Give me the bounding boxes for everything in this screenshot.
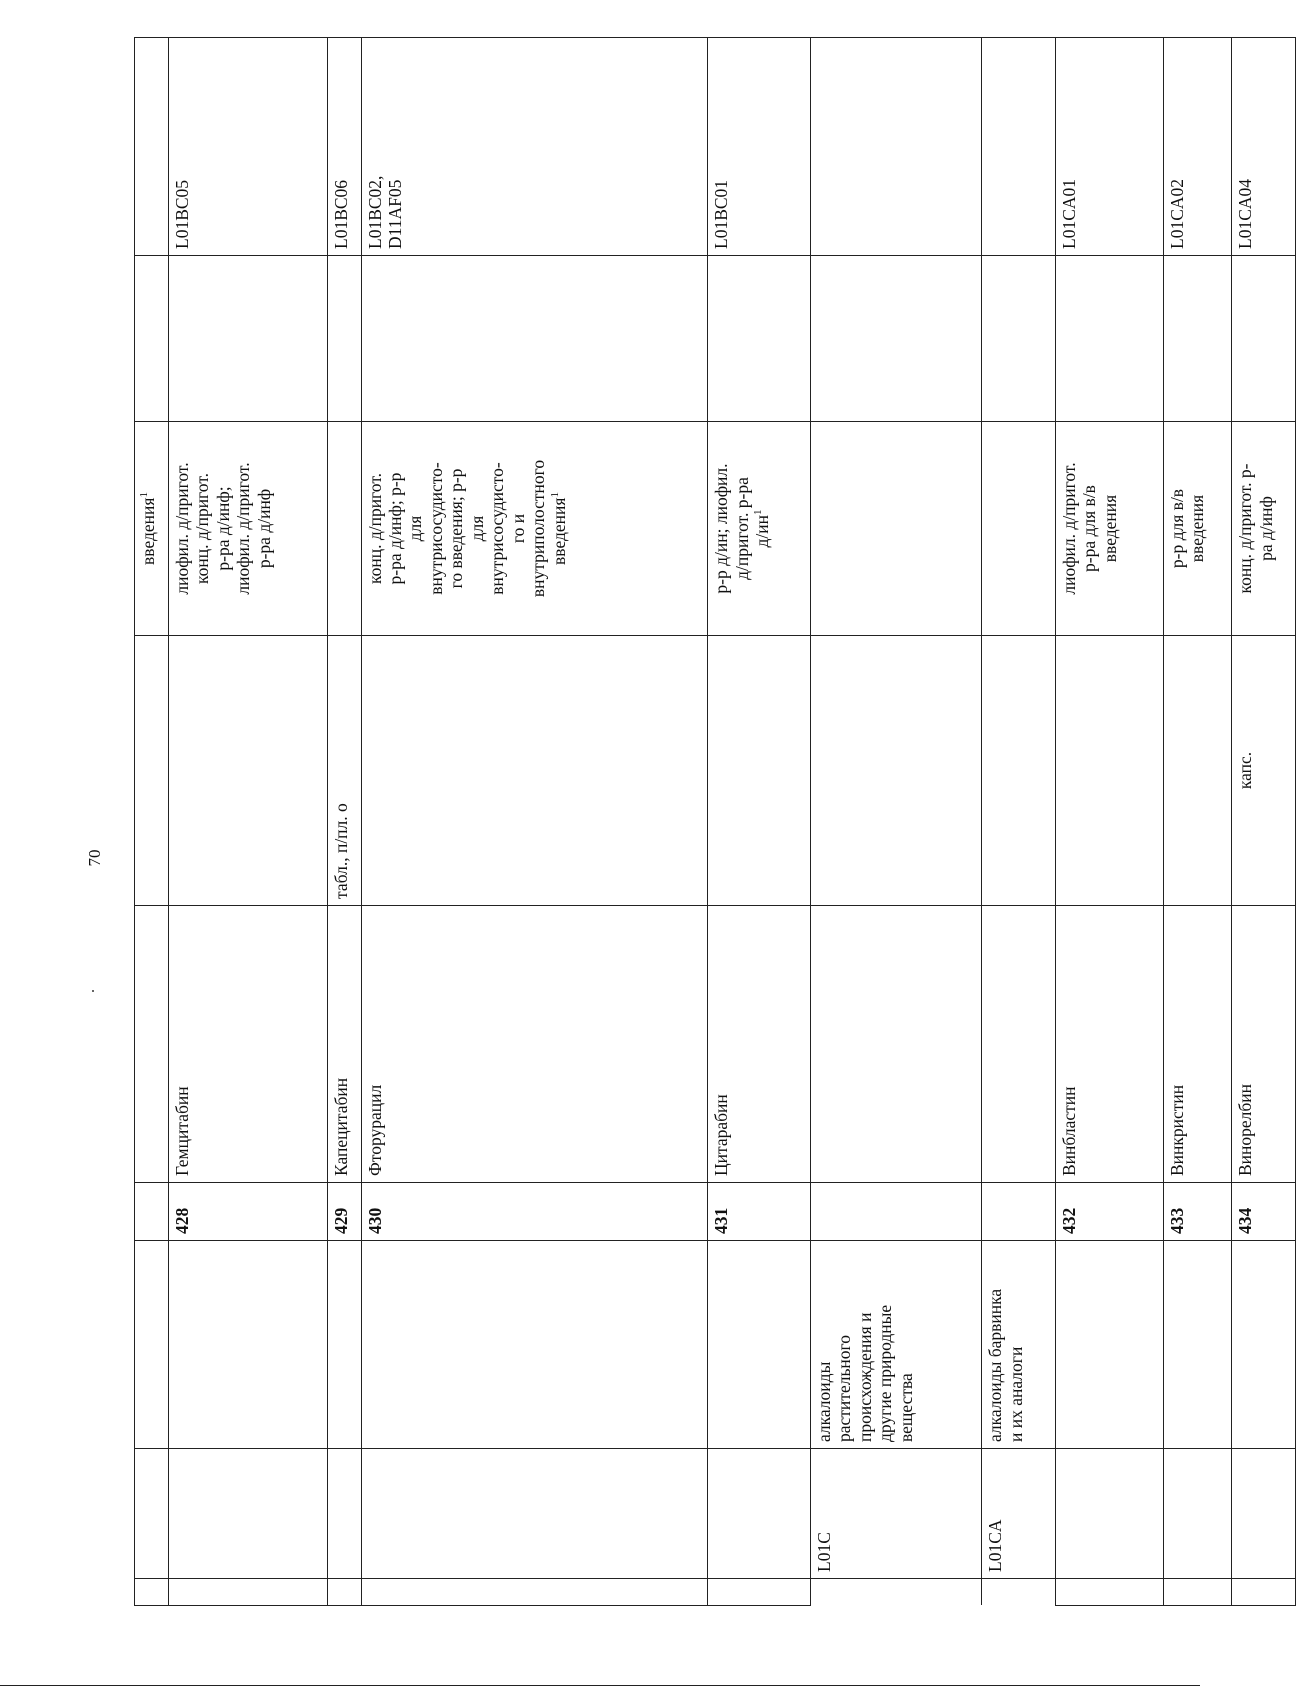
drug-name: Винбластин: [1055, 906, 1163, 1183]
group-name: алкалоиды барвинка и их аналоги: [982, 1241, 1055, 1449]
dosage-form: капс.: [1232, 636, 1296, 906]
route-column-header: введения$^1$: [135, 422, 169, 636]
atc-code: L01BC05: [168, 38, 327, 256]
route-cell: р-р для в/в введения: [1163, 422, 1232, 636]
dosage-form: [168, 636, 327, 906]
drug-name: Фторурацил: [361, 906, 708, 1183]
scan-bottom-edge: [0, 1685, 1200, 1686]
dosage-form: [1055, 636, 1163, 906]
drug-name: Цитарабин: [708, 906, 811, 1183]
table-row: [708, 38, 811, 1606]
route-cell: лиофил. д/пригот. р-ра для в/в введения: [1055, 422, 1163, 636]
row-number: 429: [327, 1183, 361, 1241]
row-number: 432: [1055, 1183, 1163, 1241]
group-code: L01CA: [982, 1449, 1055, 1579]
route-cell: конц. д/пригот. р- ра д/инф: [1232, 422, 1296, 636]
route-cell: р-р д/ин; лиофил. д/пригот. р-ра $д/ин^1$: [708, 422, 811, 636]
scan-speck: [92, 990, 94, 992]
drug-name: Винорелбин: [1232, 906, 1296, 1183]
atc-code: L01CA04: [1232, 38, 1296, 256]
route-cell: лиофил. д/пригот. конц. д/пригот. р-ра д/инф; лиофил. д/пригот. р-ра д/инф: [168, 422, 327, 636]
group-name: алкалоиды растительного происхождения и другие природные вещества: [810, 1241, 981, 1449]
atc-code: L01BC06: [327, 38, 361, 256]
table-row-header-cont: [135, 38, 169, 1606]
atc-code: L01BC01: [708, 38, 811, 256]
drug-name: Капецитабин: [327, 906, 361, 1183]
row-number: 428: [168, 1183, 327, 1241]
table-row: [168, 38, 327, 1606]
table-row-group: [810, 38, 981, 1606]
atc-code: L01BC02, D11AF05: [361, 38, 708, 256]
table-row: [1232, 38, 1296, 1606]
table-row: [1163, 38, 1232, 1606]
page-number: 70: [85, 849, 104, 867]
row-number: 431: [708, 1183, 811, 1241]
group-code: L01C: [810, 1449, 981, 1579]
route-cell: конц. д/пригот. р-ра д/инф; р-р для внутрисосудисто- го введения; р-р для внутрисосудисто- го и внутриполостного введения$^1$: [361, 422, 708, 636]
row-number: 430: [361, 1183, 708, 1241]
corner-cell: [135, 1579, 169, 1606]
dosage-form: [361, 636, 708, 906]
rotated-table-wrapper: [134, 38, 1296, 1606]
table-row: [1055, 38, 1163, 1606]
atc-code: L01CA01: [1055, 38, 1163, 256]
table-row: [361, 38, 708, 1606]
table-row: [327, 38, 361, 1606]
dosage-form: табл., п/пл. о: [327, 636, 361, 906]
dosage-form: [1163, 636, 1232, 906]
drug-name: Винкристин: [1163, 906, 1232, 1183]
dosage-form: [708, 636, 811, 906]
atc-code: L01CA02: [1163, 38, 1232, 256]
drug-name: Гемцитабин: [168, 906, 327, 1183]
row-number: 434: [1232, 1183, 1296, 1241]
drug-table: [134, 37, 1296, 1606]
table-row-group: [982, 38, 1055, 1606]
row-number: 433: [1163, 1183, 1232, 1241]
